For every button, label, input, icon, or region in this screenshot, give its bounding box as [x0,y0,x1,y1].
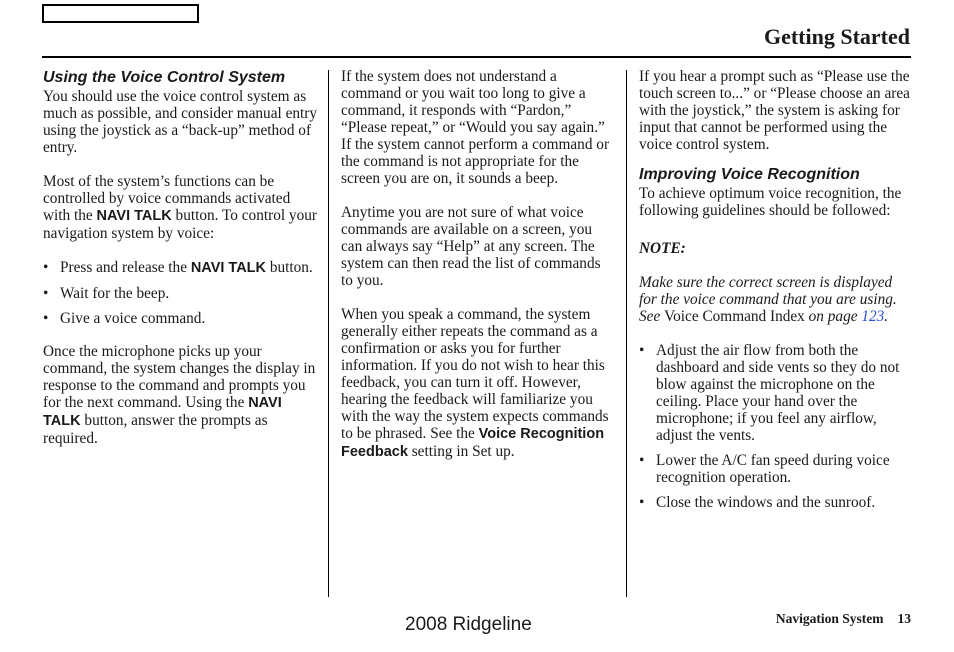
navi-talk-label: NAVI TALK [43,395,282,429]
list-item: • Adjust the air flow from both the dashboard and side vents so they do not blow against the microphone on the ceiling. Place your hand over the microphone; if you feel any airflow, adjust the vents. [639,342,911,444]
paragraph: Once the microphone picks up your command, the system changes the display in response to the command and prompts you for the next command. Using the NAVI TALK button, answer the prompts as required. [43,343,316,447]
note-text: Make sure the correct screen is displayed for the voice command that you are using. See Voice Command Index on page 123. [639,274,897,325]
column-1 [43,68,318,464]
page-title: Getting Started [763,24,910,49]
section-heading-improving-voice: Improving Voice Recognition [639,166,860,183]
footer-model-name: 2008 Ridgeline [405,614,532,635]
footer-section [776,611,911,627]
paragraph: To achieve optimum voice recognition, the following guidelines should be followed: [639,185,902,219]
list-item: • Press and release the NAVI TALK button. [43,259,318,277]
paragraph: If you hear a prompt such as “Please use the touch screen to...” or “Please choose an area with the joystick,” the system is asking for input that cannot be performed using the voice control system. [639,68,910,153]
footer-section-label: Navigation System [775,611,884,626]
navi-talk-label: NAVI TALK [96,208,172,224]
paragraph: When you speak a command, the system generally either repeats the command as a confirmation or asks you for further information. If you do not wish to hear this feedback, you can turn it off. However, hearing the feedback will familiarize you with the way the system expects commands to be phrased. See the Voice Recognition Feedback setting in Set up. [341,306,609,460]
paragraph: Anytime you are not sure of what voice commands are available on a screen, you can always say “Help” at any screen. The system can then read the list of commands to you. [341,204,601,289]
list-item: • Close the windows and the sunroof. [639,494,911,511]
paragraph: You should use the voice control system as much as possible, and consider manual entry using the joystick as a “back-up” method of entry. [43,88,317,156]
column-divider [626,70,627,597]
column-3 [639,68,911,527]
list-item: • Wait for the beep. [43,285,318,302]
page-number: 13 [897,611,911,626]
column-2 [341,68,613,478]
bullet-list [639,342,911,511]
bullet-list [43,259,318,327]
paragraph: If the system does not understand a command or you wait too long to give a command, it responds with “Pardon,” “Please repeat,” or “Would you say again.” If the system cannot perform a command or the command is not appropriate for the screen you are on, it sounds a beep. [341,68,610,187]
column-divider [328,70,329,597]
navi-talk-label: NAVI TALK [190,260,267,276]
section-heading-voice-control: Using the Voice Control System [43,69,286,86]
paragraph: Most of the system’s functions can be controlled by voice commands activated with the NAVI TALK button. To control your navigation system by voice: [43,173,317,242]
cross-reference: Voice Command Index [664,308,805,325]
page-link[interactable]: 123 [861,308,885,325]
header-divider [42,56,911,58]
list-item: • Give a voice command. [43,310,318,327]
list-item: • Lower the A/C fan speed during voice recognition operation. [639,452,911,486]
voice-recognition-feedback-label: Voice Recognition Feedback [341,426,605,460]
chapter-tab-box [42,4,199,23]
note-label: NOTE: [639,240,686,257]
